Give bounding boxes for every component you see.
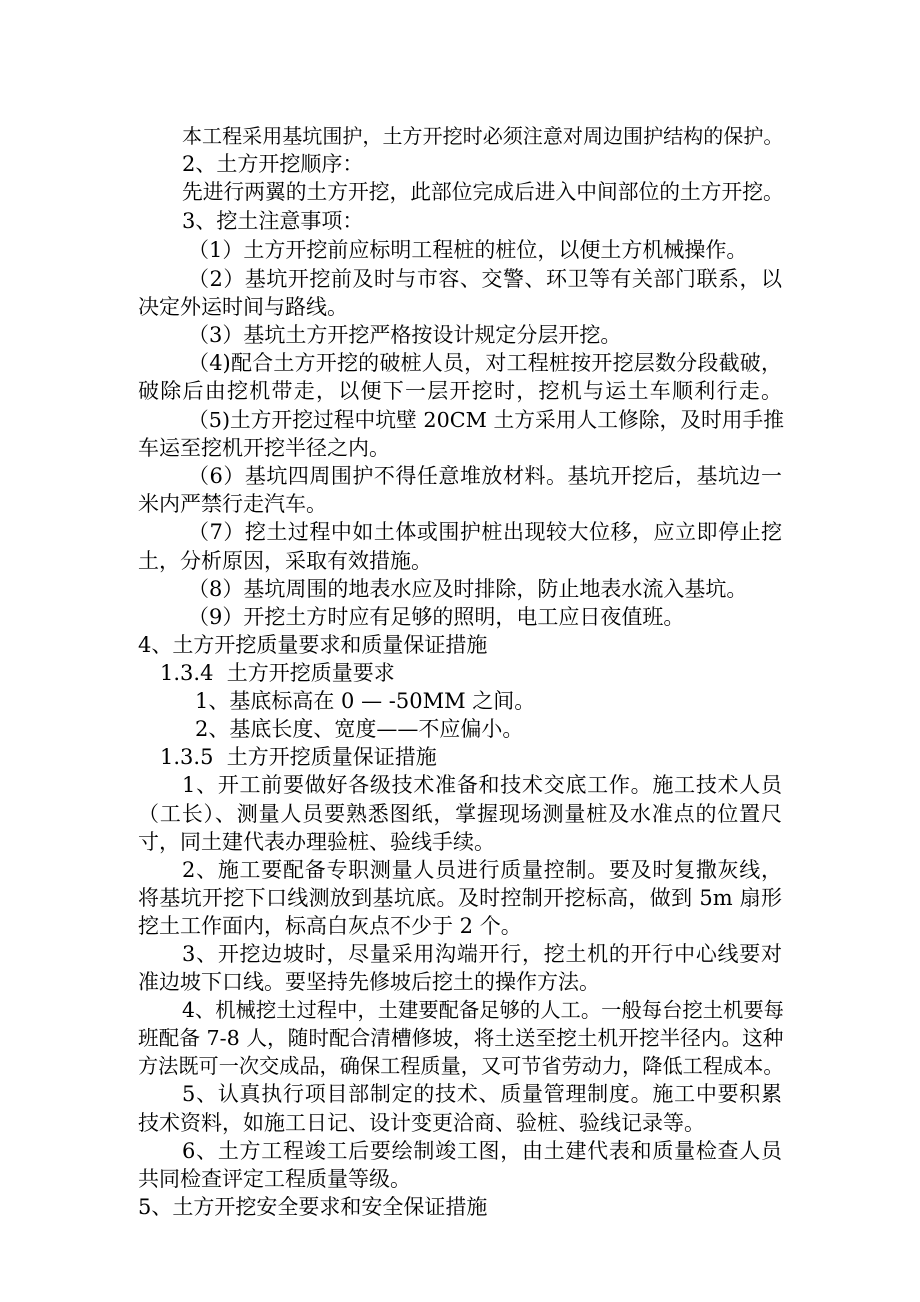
section-heading: 4、土方开挖质量要求和质量保证措施 [138,633,488,657]
section-heading: 5、土方开挖安全要求和安全保证措施 [138,1195,488,1219]
list-item-continuation: 决定外运时间与路线。 [138,295,348,319]
paragraph-line: 5、认真执行项目部制定的技术、质量管理制度。施工中要积累 [182,1082,782,1106]
paragraph-line: 班配备 7-8 人，随时配合清槽修坡，将土送至挖土机开挖半径内。这种 [138,1026,784,1050]
list-item: （8）基坑周围的地表水应及时排除，防止地表水流入基坑。 [188,577,748,601]
list-item: （2）基坑开挖前及时与市容、交警、环卫等有关部门联系，以 [188,267,782,291]
paragraph-line: 6、土方工程竣工后要绘制竣工图，由土建代表和质量检查人员 [182,1139,782,1163]
section-heading: 3、挖土注意事项： [182,209,364,233]
paragraph-line: 挖土工作面内，标高白灰点不少于 2 个。 [138,914,522,938]
list-item-continuation: 米内严禁行走汽车。 [138,492,327,516]
paragraph-line: 2、施工要配备专职测量人员进行质量控制。要及时复撒灰线， [182,858,782,882]
list-item-continuation: 土，分析原因，采取有效措施。 [138,549,432,573]
list-item-continuation: 车运至挖机开挖半径之内。 [138,436,390,460]
list-item: （9）开挖土方时应有足够的照明，电工应日夜值班。 [188,605,685,629]
list-item: （1）土方开挖前应标明工程桩的桩位，以便土方机械操作。 [188,238,748,262]
paragraph-line: 将基坑开挖下口线测放到基坑底。及时控制开挖标高，做到 5m 扇形 [138,886,782,910]
paragraph-line: 4、机械挖土过程中，土建要配备足够的人工。一般每台挖土机要每 [182,998,784,1022]
section-heading: 2、土方开挖顺序： [182,152,364,176]
paragraph-line: 先进行两翼的土方开挖，此部位完成后进入中间部位的土方开挖。 [182,180,784,204]
paragraph-line: 1、开工前要做好各级技术准备和技术交底工作。施工技术人员 [182,773,782,797]
list-item: （7）挖土过程中如土体或围护桩出现较大位移，应立即停止挖 [188,520,782,544]
list-item: 1、基底标高在 0 — -50MM 之间。 [195,689,536,713]
paragraph-line: 3、开挖边坡时，尽量采用沟端开行，挖土机的开行中心线要对 [182,942,782,966]
paragraph-line: 寸，同土建代表办理验桩、验线手续。 [138,830,495,854]
list-item: （6）基坑四周围护不得任意堆放材料。基坑开挖后，基坑边一 [188,464,782,488]
list-item: （4)配合土方开挖的破桩人员，对工程桩按开挖层数分段截破， [188,351,782,375]
paragraph-line: 本工程采用基坑围护，土方开挖时必须注意对周边围护结构的保护。 [182,124,784,148]
subsection-heading: 1.3.4 土方开挖质量要求 [160,661,395,685]
paragraph-line: （工长）、测量人员要熟悉图纸，掌握现场测量桩及水准点的位置尺 [138,802,782,826]
paragraph-line: 方法既可一次交成品，确保工程质量，又可节省劳动力，降低工程成本。 [138,1054,784,1078]
list-item: 2、基底长度、宽度——不应偏小。 [195,717,524,741]
list-item: （5)土方开挖过程中坑壁 20CM 土方采用人工修除，及时用手推 [188,408,785,432]
paragraph-line: 共同检查评定工程质量等级。 [138,1167,411,1191]
list-item-continuation: 破除后由挖机带走，以便下一层开挖时，挖机与运土车顺利行走。 [138,379,782,403]
paragraph-line: 准边坡下口线。要坚持先修坡后挖土的操作方法。 [138,970,600,994]
paragraph-line: 技术资料，如施工日记、设计变更洽商、验桩、验线记录等。 [138,1111,705,1135]
list-item: （3）基坑土方开挖严格按设计规定分层开挖。 [188,323,622,347]
subsection-heading: 1.3.5 土方开挖质量保证措施 [160,745,437,769]
